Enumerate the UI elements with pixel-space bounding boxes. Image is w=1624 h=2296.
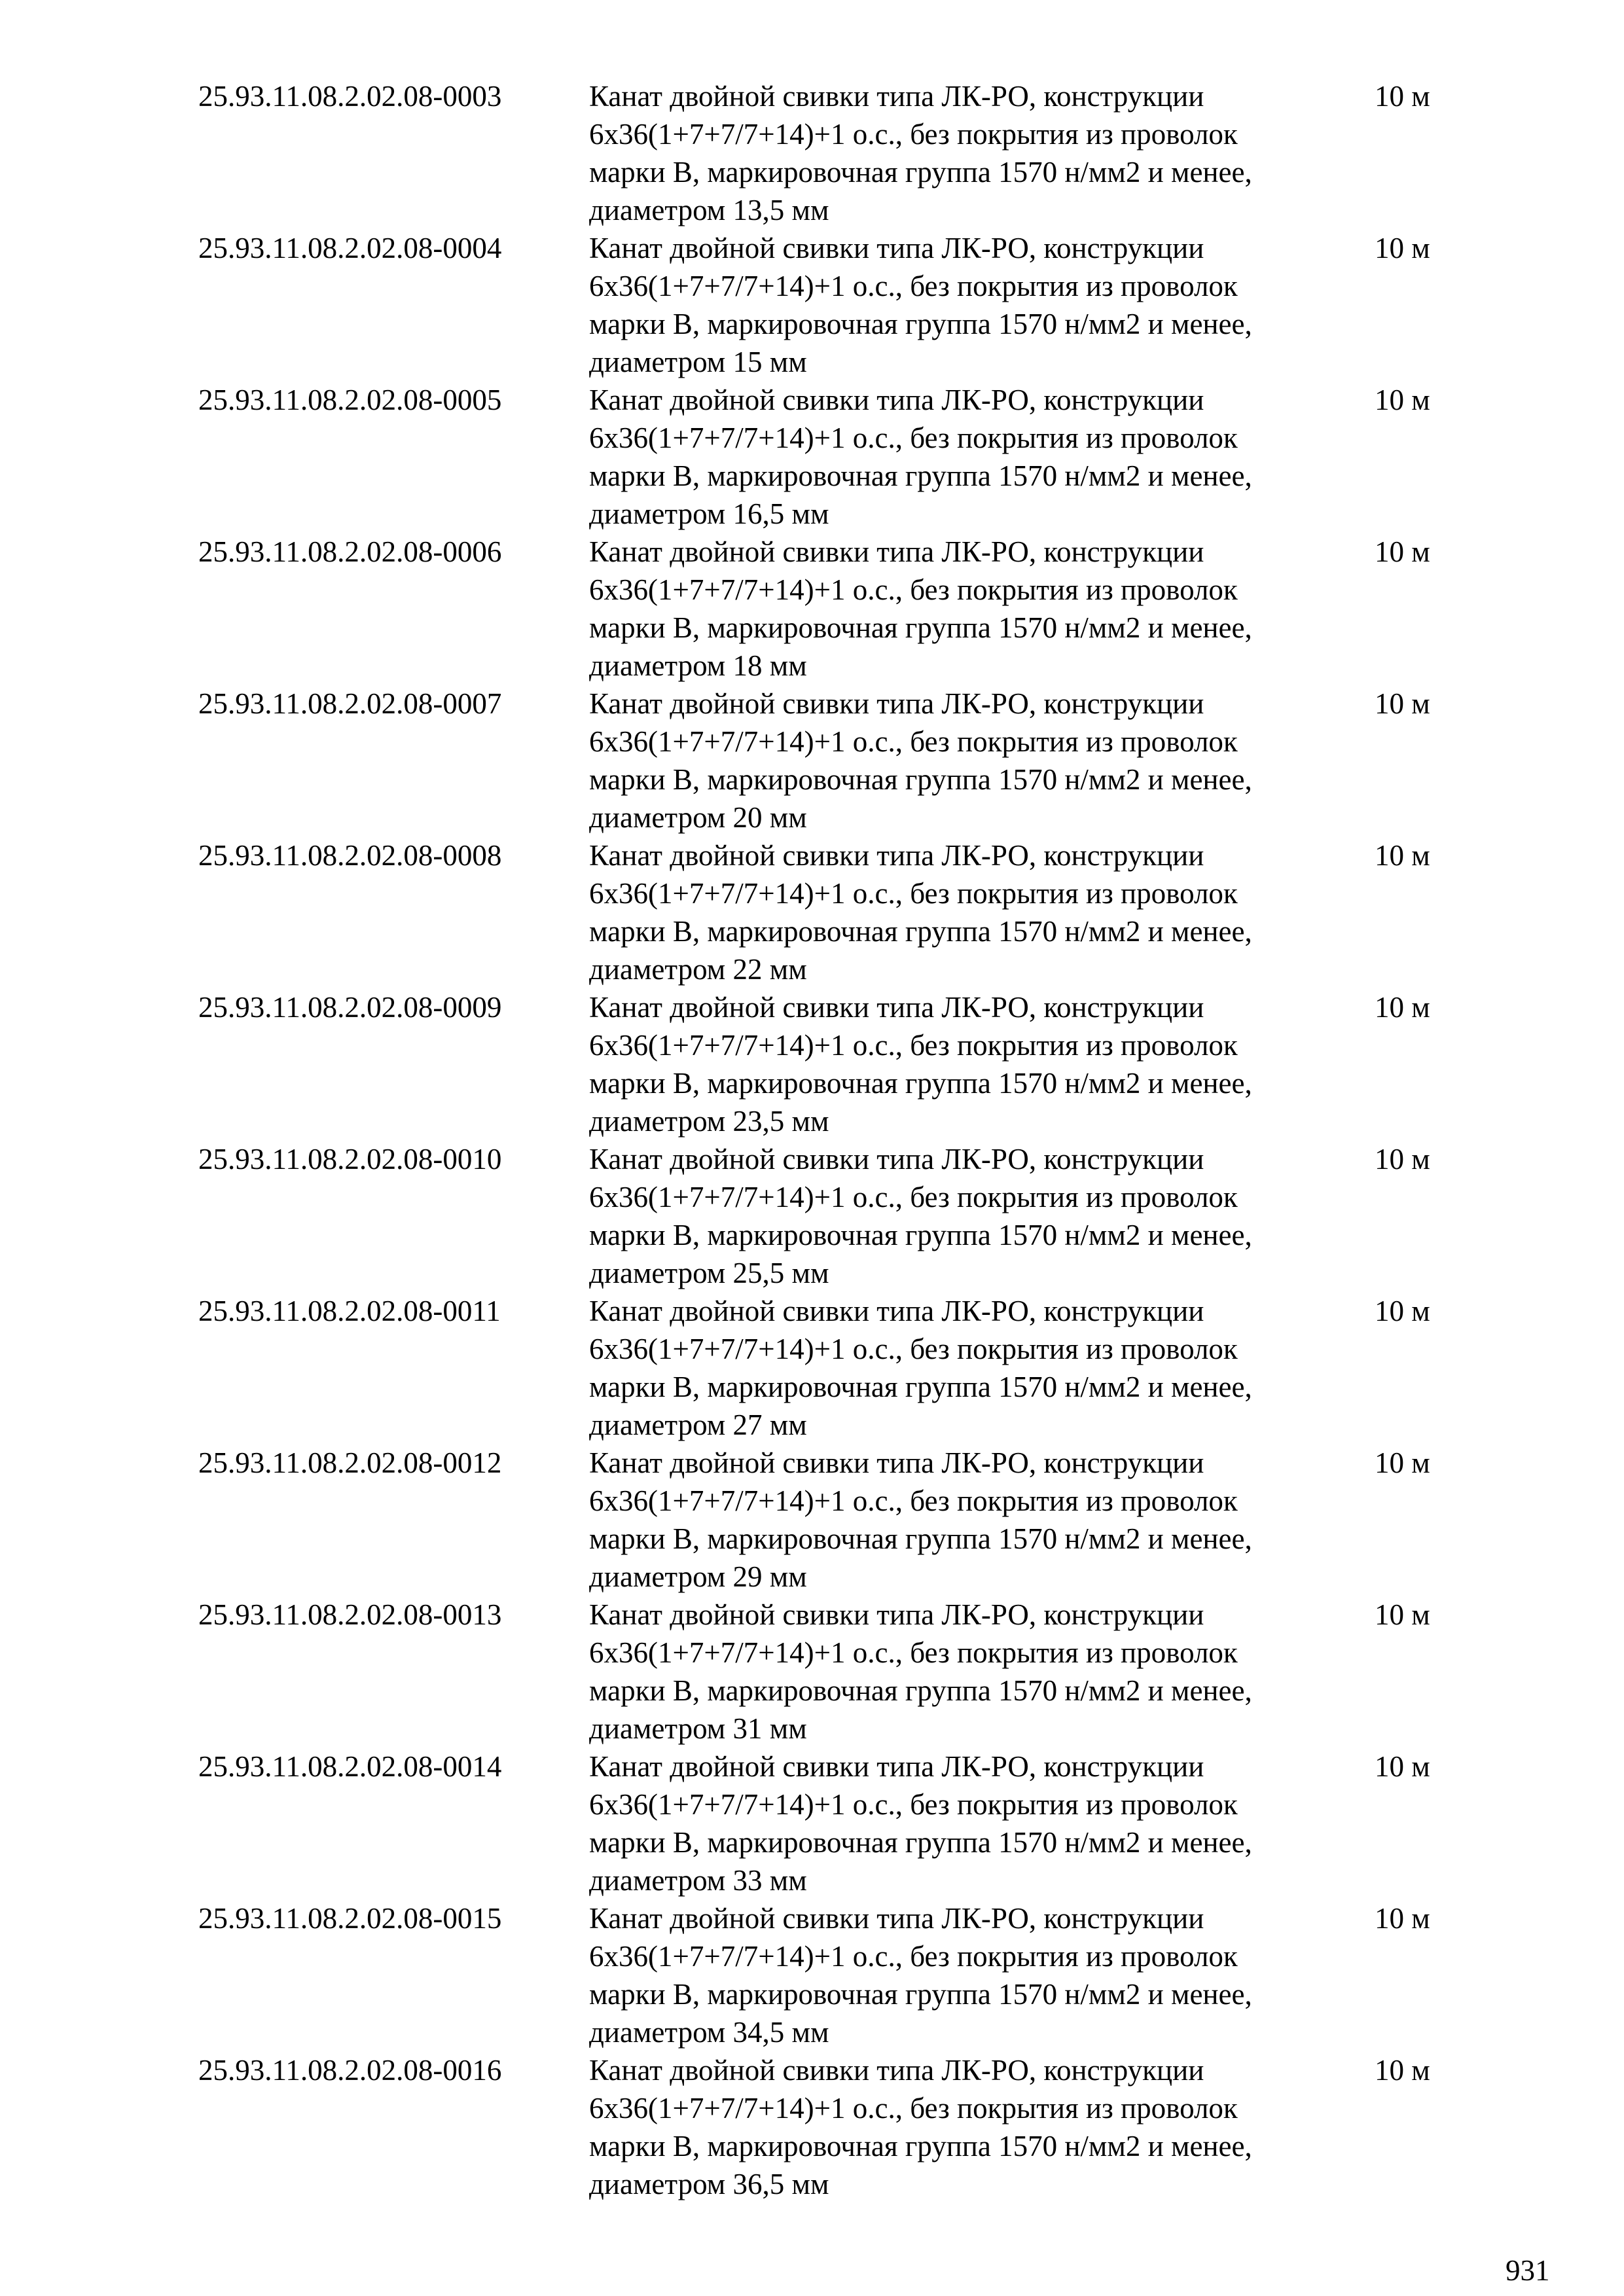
description-line: Канат двойной свивки типа ЛК-РО, конструкции	[589, 2054, 1204, 2087]
list-item	[198, 685, 1442, 836]
description-line: диаметром 29 мм	[589, 1560, 807, 1593]
description-line: Канат двойной свивки типа ЛК-РО, конструкции	[589, 1295, 1204, 1327]
description-line: 6х36(1+7+7/7+14)+1 о.с., без покрытия из проволок	[589, 1788, 1238, 1821]
item-unit: 10 м	[1375, 1750, 1430, 1783]
description-line: Канат двойной свивки типа ЛК-РО, конструкции	[589, 535, 1204, 568]
description-line: Канат двойной свивки типа ЛК-РО, конструкции	[589, 991, 1204, 1024]
item-description	[589, 1140, 1375, 1292]
item-code: 25.93.11.08.2.02.08-0011	[198, 1295, 501, 1327]
list-item	[198, 1748, 1442, 1899]
item-unit: 10 м	[1375, 2054, 1430, 2087]
description-line: марки В, маркировочная группа 1570 н/мм2 и менее,	[589, 915, 1252, 948]
list-item	[198, 229, 1442, 381]
description-line: диаметром 20 мм	[589, 801, 807, 834]
description-line: Канат двойной свивки типа ЛК-РО, конструкции	[589, 232, 1204, 264]
description-line: 6х36(1+7+7/7+14)+1 о.с., без покрытия из проволок	[589, 1636, 1238, 1669]
description-line: марки В, маркировочная группа 1570 н/мм2 и менее,	[589, 459, 1252, 492]
description-line: диаметром 15 мм	[589, 346, 807, 378]
description-line: 6х36(1+7+7/7+14)+1 о.с., без покрытия из проволок	[589, 270, 1238, 302]
description-line: марки В, маркировочная группа 1570 н/мм2 и менее,	[589, 1522, 1252, 1555]
list-item	[198, 533, 1442, 685]
description-line: марки В, маркировочная группа 1570 н/мм2 и менее,	[589, 1219, 1252, 1251]
item-description	[589, 685, 1375, 836]
description-line: 6х36(1+7+7/7+14)+1 о.с., без покрытия из проволок	[589, 1484, 1238, 1517]
item-unit: 10 м	[1375, 687, 1430, 720]
list-item	[198, 1140, 1442, 1292]
list-item	[198, 77, 1442, 229]
description-line: марки В, маркировочная группа 1570 н/мм2 и менее,	[589, 308, 1252, 340]
description-line: марки В, маркировочная группа 1570 н/мм2 и менее,	[589, 1826, 1252, 1859]
description-line: диаметром 31 мм	[589, 1712, 807, 1745]
description-line: 6х36(1+7+7/7+14)+1 о.с., без покрытия из проволок	[589, 1940, 1238, 1973]
item-description	[589, 1596, 1375, 1748]
description-line: 6х36(1+7+7/7+14)+1 о.с., без покрытия из проволок	[589, 1029, 1238, 1062]
description-line: 6х36(1+7+7/7+14)+1 о.с., без покрытия из проволок	[589, 725, 1238, 758]
description-line: Канат двойной свивки типа ЛК-РО, конструкции	[589, 839, 1204, 872]
item-code: 25.93.11.08.2.02.08-0005	[198, 384, 502, 416]
description-line: диаметром 13,5 мм	[589, 194, 829, 226]
item-description	[589, 1444, 1375, 1596]
item-code: 25.93.11.08.2.02.08-0012	[198, 1446, 502, 1479]
item-code: 25.93.11.08.2.02.08-0008	[198, 839, 502, 872]
description-line: Канат двойной свивки типа ЛК-РО, конструкции	[589, 687, 1204, 720]
item-description	[589, 533, 1375, 685]
description-line: 6х36(1+7+7/7+14)+1 о.с., без покрытия из проволок	[589, 422, 1238, 454]
item-unit: 10 м	[1375, 1902, 1430, 1935]
item-unit: 10 м	[1375, 232, 1430, 264]
description-line: Канат двойной свивки типа ЛК-РО, конструкции	[589, 1750, 1204, 1783]
item-description	[589, 836, 1375, 988]
list-item	[198, 1596, 1442, 1748]
description-line: диаметром 22 мм	[589, 953, 807, 986]
description-line: 6х36(1+7+7/7+14)+1 о.с., без покрытия из проволок	[589, 118, 1238, 151]
description-line: марки В, маркировочная группа 1570 н/мм2 и менее,	[589, 156, 1252, 188]
item-code: 25.93.11.08.2.02.08-0007	[198, 687, 502, 720]
item-unit: 10 м	[1375, 535, 1430, 568]
item-code: 25.93.11.08.2.02.08-0014	[198, 1750, 502, 1783]
description-line: Канат двойной свивки типа ЛК-РО, конструкции	[589, 1446, 1204, 1479]
description-line: Канат двойной свивки типа ЛК-РО, конструкции	[589, 384, 1204, 416]
item-unit: 10 м	[1375, 1598, 1430, 1631]
description-line: 6х36(1+7+7/7+14)+1 о.с., без покрытия из проволок	[589, 573, 1238, 606]
item-code: 25.93.11.08.2.02.08-0003	[198, 80, 502, 113]
description-line: 6х36(1+7+7/7+14)+1 о.с., без покрытия из проволок	[589, 877, 1238, 910]
description-line: диаметром 27 мм	[589, 1408, 807, 1441]
item-unit: 10 м	[1375, 384, 1430, 416]
description-line: Канат двойной свивки типа ЛК-РО, конструкции	[589, 1902, 1204, 1935]
item-unit: 10 м	[1375, 991, 1430, 1024]
item-description	[589, 1899, 1375, 2051]
resource-list	[198, 77, 1442, 2203]
description-line: диаметром 33 мм	[589, 1864, 807, 1897]
list-item	[198, 1444, 1442, 1596]
description-line: диаметром 25,5 мм	[589, 1257, 829, 1289]
description-line: 6х36(1+7+7/7+14)+1 о.с., без покрытия из проволок	[589, 1181, 1238, 1213]
item-code: 25.93.11.08.2.02.08-0009	[198, 991, 502, 1024]
description-line: марки В, маркировочная группа 1570 н/мм2 и менее,	[589, 763, 1252, 796]
item-description	[589, 1292, 1375, 1444]
description-line: 6х36(1+7+7/7+14)+1 о.с., без покрытия из проволок	[589, 1333, 1238, 1365]
item-code: 25.93.11.08.2.02.08-0016	[198, 2054, 502, 2087]
item-description	[589, 988, 1375, 1140]
item-description	[589, 77, 1375, 229]
description-line: марки В, маркировочная группа 1570 н/мм2 и менее,	[589, 1674, 1252, 1707]
item-code: 25.93.11.08.2.02.08-0015	[198, 1902, 502, 1935]
description-line: диаметром 16,5 мм	[589, 497, 829, 530]
item-description	[589, 229, 1375, 381]
item-code: 25.93.11.08.2.02.08-0006	[198, 535, 502, 568]
item-unit: 10 м	[1375, 80, 1430, 113]
page-number: 931	[1506, 2254, 1550, 2287]
description-line: марки В, маркировочная группа 1570 н/мм2 и менее,	[589, 1371, 1252, 1403]
item-unit: 10 м	[1375, 1143, 1430, 1175]
description-line: марки В, маркировочная группа 1570 н/мм2 и менее,	[589, 611, 1252, 644]
list-item	[198, 836, 1442, 988]
description-line: марки В, маркировочная группа 1570 н/мм2 и менее,	[589, 1067, 1252, 1100]
description-line: диаметром 23,5 мм	[589, 1105, 829, 1138]
description-line: Канат двойной свивки типа ЛК-РО, конструкции	[589, 80, 1204, 113]
description-line: марки В, маркировочная группа 1570 н/мм2 и менее,	[589, 2130, 1252, 2162]
list-item	[198, 988, 1442, 1140]
list-item	[198, 1292, 1442, 1444]
item-code: 25.93.11.08.2.02.08-0010	[198, 1143, 502, 1175]
item-code: 25.93.11.08.2.02.08-0004	[198, 232, 502, 264]
list-item	[198, 2051, 1442, 2203]
item-unit: 10 м	[1375, 1295, 1430, 1327]
item-description	[589, 1748, 1375, 1899]
description-line: марки В, маркировочная группа 1570 н/мм2 и менее,	[589, 1978, 1252, 2011]
item-unit: 10 м	[1375, 839, 1430, 872]
item-description	[589, 2051, 1375, 2203]
item-code: 25.93.11.08.2.02.08-0013	[198, 1598, 502, 1631]
description-line: диаметром 36,5 мм	[589, 2168, 829, 2200]
description-line: диаметром 34,5 мм	[589, 2016, 829, 2049]
list-item	[198, 1899, 1442, 2051]
description-line: Канат двойной свивки типа ЛК-РО, конструкции	[589, 1598, 1204, 1631]
description-line: Канат двойной свивки типа ЛК-РО, конструкции	[589, 1143, 1204, 1175]
description-line: диаметром 18 мм	[589, 649, 807, 682]
description-line: 6х36(1+7+7/7+14)+1 о.с., без покрытия из проволок	[589, 2092, 1238, 2125]
item-description	[589, 381, 1375, 533]
list-item	[198, 381, 1442, 533]
item-unit: 10 м	[1375, 1446, 1430, 1479]
